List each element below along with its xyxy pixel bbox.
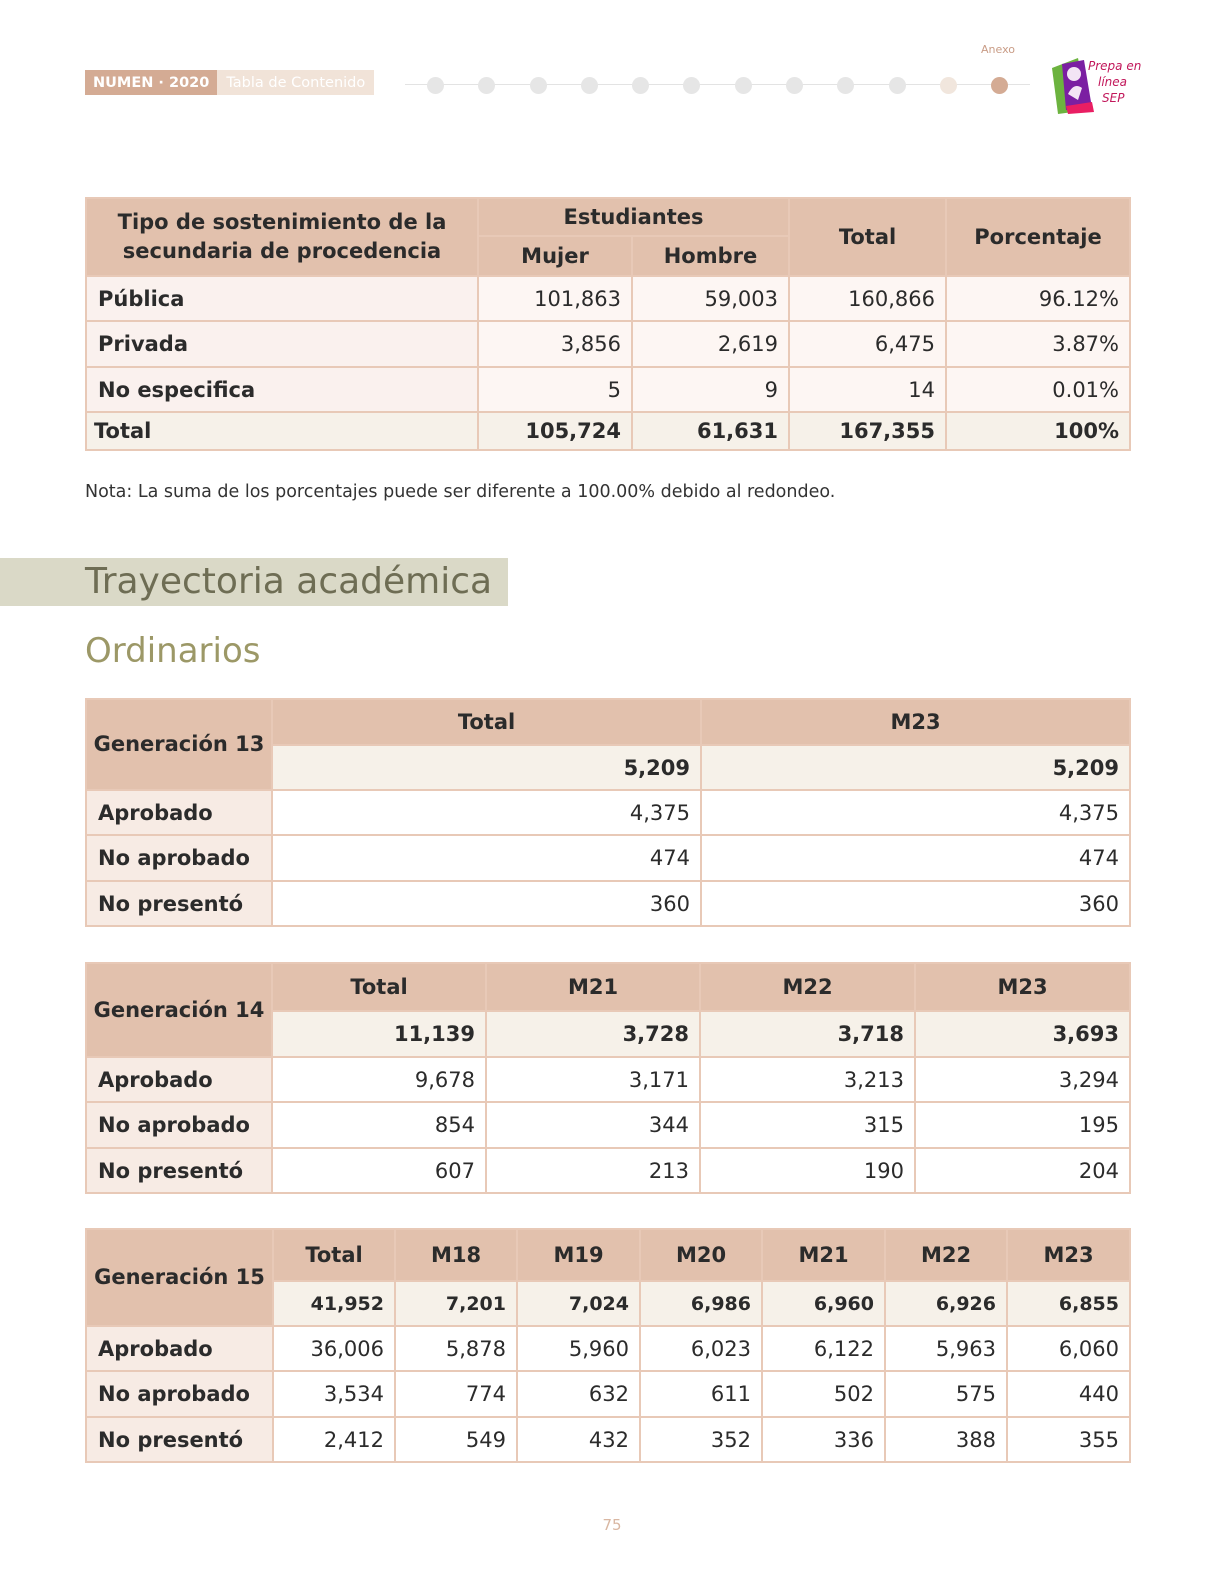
total-porcentaje: 100%	[946, 412, 1130, 450]
generacion-15-table	[85, 1228, 1131, 1463]
column-header: M22	[885, 1229, 1007, 1281]
value-cell: 611	[640, 1371, 762, 1417]
row-label: Pública	[86, 276, 478, 321]
table-note: Nota: La suma de los porcentajes puede ser diferente a 100.00% debido al redondeo.	[85, 482, 836, 502]
total-cell: 7,201	[395, 1281, 517, 1326]
section-nav-dot[interactable]	[940, 77, 957, 94]
value-cell: 607	[272, 1148, 486, 1193]
page-number: 75	[602, 1516, 622, 1534]
column-header: M22	[700, 963, 915, 1011]
column-header: M19	[517, 1229, 640, 1281]
value-cell: 195	[915, 1102, 1130, 1148]
generation-label: Generación 14	[86, 963, 272, 1057]
value-cell: 632	[517, 1371, 640, 1417]
row-label: No especifica	[86, 367, 478, 412]
table-row	[86, 1326, 1130, 1371]
value-cell: 344	[486, 1102, 700, 1148]
section-nav-active-label: Anexo	[981, 43, 1015, 56]
column-header: Total	[272, 963, 486, 1011]
value-cell: 474	[272, 835, 701, 881]
value-cell: 474	[701, 835, 1130, 881]
value-cell: 774	[395, 1371, 517, 1417]
section-nav-dot[interactable]	[478, 77, 495, 94]
table-row	[86, 1102, 1130, 1148]
total-cell: 6,960	[762, 1281, 885, 1326]
total-hombre: 61,631	[632, 412, 789, 450]
toc-link[interactable]: Tabla de Contenido	[217, 70, 374, 95]
sostenimiento-table	[85, 197, 1131, 451]
header-porcentaje: Porcentaje	[946, 198, 1130, 276]
row-label: No presentó	[86, 1417, 273, 1462]
value-cell: 5,878	[395, 1326, 517, 1371]
section-nav-dot[interactable]	[427, 77, 444, 94]
value-cell: 6,023	[640, 1326, 762, 1371]
value-cell: 854	[272, 1102, 486, 1148]
value-cell: 432	[517, 1417, 640, 1462]
column-header: M18	[395, 1229, 517, 1281]
value-cell: 502	[762, 1371, 885, 1417]
logo-text-1: Prepa en	[1088, 59, 1142, 73]
cell-hombre: 9	[632, 367, 789, 412]
cell-mujer: 5	[478, 367, 632, 412]
table-total-row	[86, 412, 1130, 450]
generacion-13-table	[85, 698, 1131, 927]
column-header: M21	[486, 963, 700, 1011]
cell-total: 14	[789, 367, 946, 412]
generation-label: Generación 15	[86, 1229, 273, 1326]
row-label: Aprobado	[86, 1326, 273, 1371]
total-cell: 11,139	[272, 1011, 486, 1057]
row-label: No presentó	[86, 881, 272, 926]
table-row	[86, 276, 1130, 321]
brand-label: NUMEN · 2020	[85, 70, 217, 95]
cell-total: 160,866	[789, 276, 946, 321]
total-total: 167,355	[789, 412, 946, 450]
value-cell: 360	[272, 881, 701, 926]
section-nav-dot[interactable]	[837, 77, 854, 94]
column-header: M23	[701, 699, 1130, 745]
section-nav-line	[405, 84, 1030, 85]
section-nav-dot[interactable]	[632, 77, 649, 94]
header-tag	[85, 70, 374, 95]
table-row	[86, 881, 1130, 926]
value-cell: 575	[885, 1371, 1007, 1417]
total-cell: 6,926	[885, 1281, 1007, 1326]
value-cell: 388	[885, 1417, 1007, 1462]
total-cell: 7,024	[517, 1281, 640, 1326]
column-header: Total	[273, 1229, 395, 1281]
table-row	[86, 790, 1130, 835]
total-cell: 3,728	[486, 1011, 700, 1057]
cell-mujer: 3,856	[478, 321, 632, 367]
cell-mujer: 101,863	[478, 276, 632, 321]
value-cell: 440	[1007, 1371, 1130, 1417]
column-header: M23	[915, 963, 1130, 1011]
section-nav-dot-active[interactable]	[991, 77, 1008, 94]
column-header: M20	[640, 1229, 762, 1281]
value-cell: 5,960	[517, 1326, 640, 1371]
section-nav-dot[interactable]	[581, 77, 598, 94]
value-cell: 36,006	[273, 1326, 395, 1371]
value-cell: 6,122	[762, 1326, 885, 1371]
value-cell: 190	[700, 1148, 915, 1193]
value-cell: 3,294	[915, 1057, 1130, 1102]
total-label: Total	[86, 412, 478, 450]
header-hombre: Hombre	[632, 236, 789, 276]
section-nav-dot[interactable]	[530, 77, 547, 94]
cell-hombre: 2,619	[632, 321, 789, 367]
row-label: Aprobado	[86, 790, 272, 835]
table-row	[86, 1057, 1130, 1102]
logo-text-2: línea	[1098, 75, 1128, 89]
section-nav-dot[interactable]	[786, 77, 803, 94]
column-header: Total	[272, 699, 701, 745]
row-label: No aprobado	[86, 1371, 273, 1417]
value-cell: 336	[762, 1417, 885, 1462]
row-label: Aprobado	[86, 1057, 272, 1102]
table-row	[86, 1148, 1130, 1193]
section-nav-dot[interactable]	[735, 77, 752, 94]
column-header: M23	[1007, 1229, 1130, 1281]
cell-total: 6,475	[789, 321, 946, 367]
total-mujer: 105,724	[478, 412, 632, 450]
cell-porcentaje: 96.12%	[946, 276, 1130, 321]
generacion-14-table	[85, 962, 1131, 1194]
value-cell: 3,213	[700, 1057, 915, 1102]
total-cell: 6,855	[1007, 1281, 1130, 1326]
table-row	[86, 367, 1130, 412]
total-cell: 5,209	[701, 745, 1130, 790]
header-total: Total	[789, 198, 946, 276]
subsection-title: Ordinarios	[85, 631, 261, 671]
value-cell: 3,534	[273, 1371, 395, 1417]
header-mujer: Mujer	[478, 236, 632, 276]
table-row	[86, 835, 1130, 881]
table-row	[86, 321, 1130, 367]
logo-text-3: SEP	[1102, 91, 1125, 105]
column-header: M21	[762, 1229, 885, 1281]
table-row	[86, 1417, 1130, 1462]
total-cell: 41,952	[273, 1281, 395, 1326]
row-label: Privada	[86, 321, 478, 367]
cell-porcentaje: 3.87%	[946, 321, 1130, 367]
prepa-en-linea-sep-logo	[1048, 52, 1142, 118]
section-title: Trayectoria académica	[85, 561, 493, 602]
value-cell: 360	[701, 881, 1130, 926]
table-row	[86, 1371, 1130, 1417]
value-cell: 9,678	[272, 1057, 486, 1102]
value-cell: 4,375	[701, 790, 1130, 835]
cell-porcentaje: 0.01%	[946, 367, 1130, 412]
value-cell: 2,412	[273, 1417, 395, 1462]
header-estudiantes: Estudiantes	[478, 198, 789, 236]
value-cell: 355	[1007, 1417, 1130, 1462]
value-cell: 6,060	[1007, 1326, 1130, 1371]
value-cell: 4,375	[272, 790, 701, 835]
section-nav-dot[interactable]	[683, 77, 700, 94]
value-cell: 213	[486, 1148, 700, 1193]
value-cell: 315	[700, 1102, 915, 1148]
value-cell: 5,963	[885, 1326, 1007, 1371]
row-label: No aprobado	[86, 835, 272, 881]
generation-label: Generación 13	[86, 699, 272, 790]
section-nav-dot[interactable]	[889, 77, 906, 94]
value-cell: 352	[640, 1417, 762, 1462]
row-label: No aprobado	[86, 1102, 272, 1148]
value-cell: 204	[915, 1148, 1130, 1193]
header-tipo: Tipo de sostenimiento de la secundaria de procedencia	[86, 198, 478, 276]
value-cell: 549	[395, 1417, 517, 1462]
total-cell: 3,693	[915, 1011, 1130, 1057]
total-cell: 3,718	[700, 1011, 915, 1057]
total-cell: 5,209	[272, 745, 701, 790]
total-cell: 6,986	[640, 1281, 762, 1326]
cell-hombre: 59,003	[632, 276, 789, 321]
value-cell: 3,171	[486, 1057, 700, 1102]
row-label: No presentó	[86, 1148, 272, 1193]
